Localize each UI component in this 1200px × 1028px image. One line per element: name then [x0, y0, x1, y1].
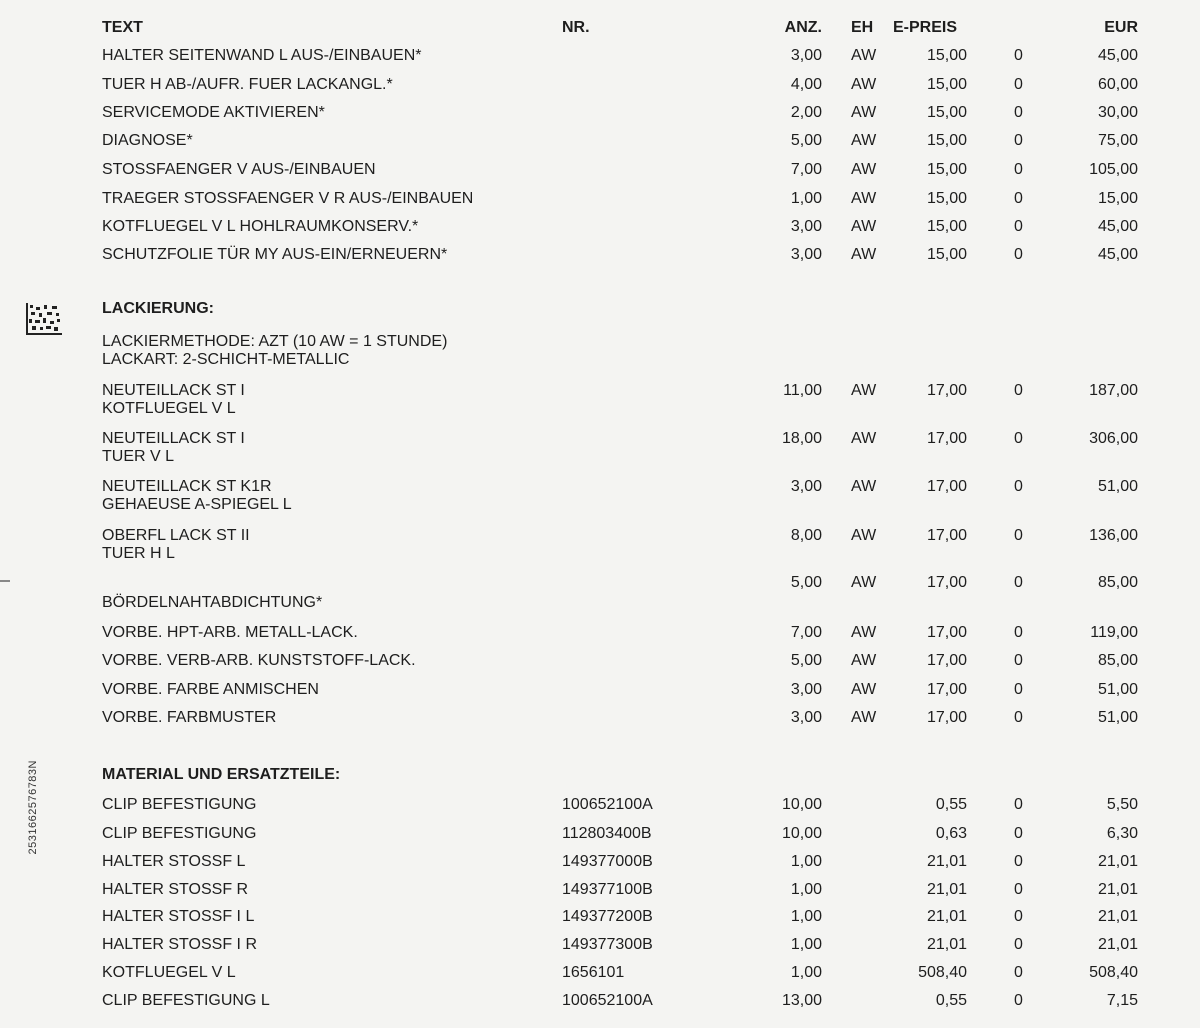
item-quantity: 1,00 — [790, 936, 822, 953]
item-quantity: 3,00 — [790, 478, 822, 495]
header-eur: EUR — [1104, 19, 1138, 36]
item-quantity: 7,00 — [790, 161, 822, 178]
item-flag: 0 — [1014, 218, 1023, 235]
item-quantity: 2,00 — [790, 104, 822, 121]
item-flag: 0 — [1014, 132, 1023, 149]
header-nr: NR. — [562, 19, 590, 36]
item-quantity: 18,00 — [781, 430, 822, 447]
item-total: 6,30 — [1106, 825, 1138, 842]
item-total: 75,00 — [1097, 132, 1138, 149]
item-flag: 0 — [1014, 936, 1023, 953]
item-quantity: 3,00 — [790, 681, 822, 698]
item-unit-price: 15,00 — [926, 76, 967, 93]
item-total: 306,00 — [1089, 430, 1138, 447]
item-text: DIAGNOSE* — [102, 132, 193, 149]
item-part-number: 149377300B — [562, 936, 653, 953]
item-unit: AW — [851, 709, 877, 726]
item-unit-price: 0,55 — [935, 992, 967, 1009]
item-unit-price: 0,55 — [935, 796, 967, 813]
item-text: VORBE. HPT-ARB. METALL-LACK. — [102, 624, 358, 641]
header-preis: E-PREIS — [893, 19, 958, 36]
item-text: VORBE. FARBE ANMISCHEN — [102, 681, 319, 698]
material-section-title: MATERIAL UND ERSATZTEILE: — [102, 766, 341, 783]
item-unit: AW — [851, 478, 877, 495]
item-quantity: 1,00 — [790, 190, 822, 207]
paint-section-title: LACKIERUNG: — [102, 300, 214, 317]
item-text: OBERFL LACK ST II — [102, 527, 250, 544]
item-quantity: 10,00 — [781, 796, 822, 813]
item-unit-price: 17,00 — [926, 652, 967, 669]
punch-mark — [0, 580, 10, 582]
item-flag: 0 — [1014, 382, 1023, 399]
item-flag: 0 — [1014, 825, 1023, 842]
item-text: HALTER STOSSF L — [102, 853, 246, 870]
item-text: NEUTEILLACK ST I — [102, 382, 245, 399]
item-quantity: 11,00 — [783, 382, 822, 399]
item-text: VORBE. VERB-ARB. KUNSTSTOFF-LACK. — [102, 652, 416, 669]
item-flag: 0 — [1014, 76, 1023, 93]
item-total: 21,01 — [1097, 881, 1138, 898]
item-part-number: 149377200B — [562, 908, 653, 925]
item-subtext: TUER V L — [102, 448, 175, 465]
item-unit: AW — [851, 161, 877, 178]
item-quantity: 4,00 — [790, 76, 822, 93]
item-unit-price: 21,01 — [926, 881, 967, 898]
paint-type: LACKART: 2-SCHICHT-METALLIC — [102, 351, 350, 368]
item-part-number: 1656101 — [562, 964, 625, 981]
item-quantity: 10,00 — [781, 825, 822, 842]
item-unit-price: 17,00 — [926, 624, 967, 641]
header-eh: EH — [851, 19, 874, 36]
item-quantity: 5,00 — [790, 652, 822, 669]
item-total: 85,00 — [1097, 574, 1138, 591]
item-unit: AW — [851, 246, 877, 263]
item-unit: AW — [851, 76, 877, 93]
item-total: 51,00 — [1097, 478, 1138, 495]
item-unit: AW — [851, 190, 877, 207]
item-flag: 0 — [1014, 908, 1023, 925]
item-unit: AW — [851, 430, 877, 447]
item-part-number: 100652100A — [562, 796, 653, 813]
item-unit-price: 17,00 — [926, 527, 967, 544]
item-flag: 0 — [1014, 478, 1023, 495]
item-total: 105,00 — [1089, 161, 1138, 178]
item-unit: AW — [851, 218, 877, 235]
item-total: 85,00 — [1097, 652, 1138, 669]
side-barcode-text: 2531662576783N — [27, 760, 39, 855]
item-flag: 0 — [1014, 246, 1023, 263]
item-total: 45,00 — [1097, 47, 1138, 64]
item-total: 51,00 — [1097, 681, 1138, 698]
item-text: CLIP BEFESTIGUNG L — [102, 992, 270, 1009]
item-unit-price: 15,00 — [926, 161, 967, 178]
item-part-number: 112803400B — [562, 825, 652, 842]
item-text: KOTFLUEGEL V L HOHLRAUMKONSERV.* — [102, 218, 419, 235]
item-flag: 0 — [1014, 161, 1023, 178]
item-text: CLIP BEFESTIGUNG — [102, 796, 257, 813]
item-quantity: 7,00 — [790, 624, 822, 641]
item-flag: 0 — [1014, 104, 1023, 121]
item-unit: AW — [851, 47, 877, 64]
paint-method: LACKIERMETHODE: AZT (10 AW = 1 STUNDE) — [102, 333, 448, 350]
item-total: 187,00 — [1089, 382, 1138, 399]
item-flag: 0 — [1014, 964, 1023, 981]
item-unit-price: 17,00 — [926, 574, 967, 591]
item-unit: AW — [851, 624, 877, 641]
item-text: HALTER STOSSF I L — [102, 908, 255, 925]
item-unit-price: 17,00 — [926, 430, 967, 447]
item-unit-price: 17,00 — [926, 382, 967, 399]
item-total: 508,40 — [1089, 964, 1138, 981]
item-text: SERVICEMODE AKTIVIEREN* — [102, 104, 325, 121]
item-quantity: 8,00 — [790, 527, 822, 544]
item-quantity: 3,00 — [790, 246, 822, 263]
item-unit-price: 15,00 — [926, 47, 967, 64]
item-flag: 0 — [1014, 190, 1023, 207]
item-unit-price: 15,00 — [926, 104, 967, 121]
item-quantity: 5,00 — [790, 574, 822, 591]
item-text: NEUTEILLACK ST K1R — [102, 478, 272, 495]
item-total: 7,15 — [1106, 992, 1138, 1009]
item-quantity: 3,00 — [790, 709, 822, 726]
item-flag: 0 — [1014, 992, 1023, 1009]
item-unit-price: 15,00 — [926, 190, 967, 207]
header-anz: ANZ. — [784, 19, 822, 36]
item-flag: 0 — [1014, 430, 1023, 447]
item-subtext: GEHAEUSE A-SPIEGEL L — [102, 496, 292, 513]
item-total: 15,00 — [1097, 190, 1138, 207]
item-flag: 0 — [1014, 574, 1023, 591]
item-unit-price: 0,63 — [935, 825, 967, 842]
item-unit: AW — [851, 527, 877, 544]
item-quantity: 1,00 — [790, 964, 822, 981]
item-quantity: 5,00 — [790, 132, 822, 149]
item-quantity: 1,00 — [790, 853, 822, 870]
item-flag: 0 — [1014, 853, 1023, 870]
item-quantity: 3,00 — [790, 218, 822, 235]
item-unit: AW — [851, 681, 877, 698]
item-flag: 0 — [1014, 47, 1023, 64]
item-total: 21,01 — [1097, 908, 1138, 925]
item-total: 21,01 — [1097, 853, 1138, 870]
item-unit: AW — [851, 104, 877, 121]
item-unit-price: 17,00 — [926, 681, 967, 698]
item-flag: 0 — [1014, 527, 1023, 544]
item-total: 5,50 — [1106, 796, 1138, 813]
item-unit: AW — [851, 574, 877, 591]
item-flag: 0 — [1014, 652, 1023, 669]
item-unit-price: 21,01 — [926, 936, 967, 953]
item-flag: 0 — [1014, 796, 1023, 813]
header-text: TEXT — [102, 19, 143, 36]
item-quantity: 1,00 — [790, 881, 822, 898]
item-text: CLIP BEFESTIGUNG — [102, 825, 257, 842]
item-flag: 0 — [1014, 624, 1023, 641]
item-unit-price: 17,00 — [926, 709, 967, 726]
item-unit-price: 15,00 — [926, 218, 967, 235]
item-text: VORBE. FARBMUSTER — [102, 709, 277, 726]
item-unit-price: 508,40 — [918, 964, 967, 981]
item-part-number: 100652100A — [562, 992, 653, 1009]
item-total: 119,00 — [1090, 624, 1138, 641]
item-part-number: 149377100B — [562, 881, 653, 898]
item-total: 60,00 — [1097, 76, 1138, 93]
item-subtext: KOTFLUEGEL V L — [102, 400, 236, 417]
item-total: 45,00 — [1097, 218, 1138, 235]
item-total: 21,01 — [1097, 936, 1138, 953]
item-unit-price: 17,00 — [926, 478, 967, 495]
item-text: STOSSFAENGER V AUS-/EINBAUEN — [102, 161, 376, 178]
item-unit: AW — [851, 382, 877, 399]
item-quantity: 3,00 — [790, 47, 822, 64]
item-text: TRAEGER STOSSFAENGER V R AUS-/EINBAUEN — [102, 190, 474, 207]
item-subtext: TUER H L — [102, 545, 175, 562]
item-text: TUER H AB-/AUFR. FUER LACKANGL.* — [102, 76, 393, 93]
item-text: HALTER STOSSF I R — [102, 936, 257, 953]
item-total: 30,00 — [1097, 104, 1138, 121]
item-subtext: BÖRDELNAHTABDICHTUNG* — [102, 594, 323, 611]
item-quantity: 13,00 — [781, 992, 822, 1009]
item-part-number: 149377000B — [562, 853, 653, 870]
item-text: NEUTEILLACK ST I — [102, 430, 245, 447]
item-unit-price: 15,00 — [926, 246, 967, 263]
datamatrix-code — [26, 303, 62, 335]
item-flag: 0 — [1014, 709, 1023, 726]
item-unit: AW — [851, 132, 877, 149]
item-text: HALTER STOSSF R — [102, 881, 249, 898]
item-unit-price: 21,01 — [926, 853, 967, 870]
item-unit-price: 21,01 — [926, 908, 967, 925]
item-total: 136,00 — [1089, 527, 1138, 544]
item-text: KOTFLUEGEL V L — [102, 964, 236, 981]
item-unit-price: 15,00 — [926, 132, 967, 149]
item-total: 45,00 — [1097, 246, 1138, 263]
item-text: SCHUTZFOLIE TÜR MY AUS-EIN/ERNEUERN* — [102, 246, 448, 263]
item-text: HALTER SEITENWAND L AUS-/EINBAUEN* — [102, 47, 422, 64]
item-flag: 0 — [1014, 681, 1023, 698]
item-unit: AW — [851, 652, 877, 669]
item-flag: 0 — [1014, 881, 1023, 898]
item-total: 51,00 — [1097, 709, 1138, 726]
item-quantity: 1,00 — [790, 908, 822, 925]
